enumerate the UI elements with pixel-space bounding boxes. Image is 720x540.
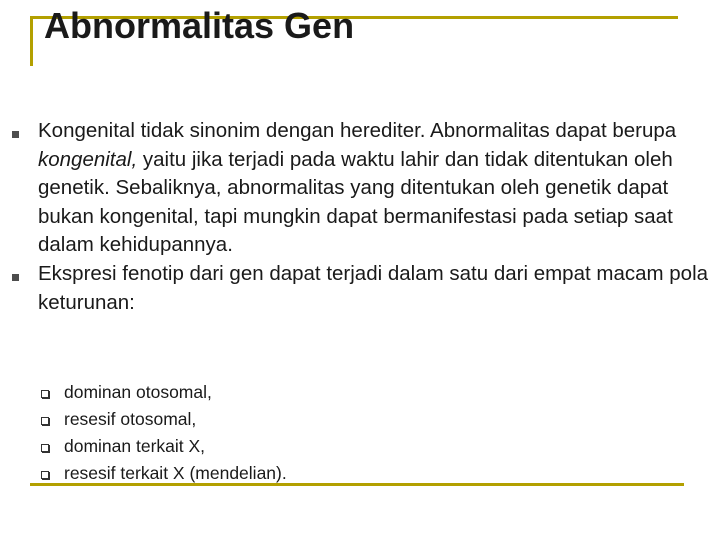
subbullet-text: dominan terkait X, <box>64 436 206 456</box>
hollow-square-bullet-icon <box>41 471 49 479</box>
bullet-text: Ekspresi fenotip dari gen dapat terjadi dalam satu dari empat macam pola keturunan: <box>38 261 709 314</box>
slide-title: Abnormalitas Gen <box>44 5 355 46</box>
bullet-text <box>38 117 718 260</box>
subbullet-text: dominan otosomal, <box>64 382 212 402</box>
subbullet-item <box>0 379 720 406</box>
hollow-square-bullet-icon <box>41 390 49 398</box>
subbullet-text: resesif terkait X (mendelian). <box>64 463 287 483</box>
bottom-rule <box>30 483 684 486</box>
square-bullet-icon <box>12 274 19 281</box>
subbullet-item <box>0 406 720 433</box>
subbullet-list <box>0 379 720 487</box>
hollow-square-bullet-icon <box>41 444 49 452</box>
bullet-item-congenital <box>0 117 718 260</box>
subbullet-text: resesif otosomal, <box>64 409 197 429</box>
bullet-text-italic: kongenital, <box>38 147 138 171</box>
hollow-square-bullet-icon <box>41 417 49 425</box>
bullet-item-expression <box>0 260 718 317</box>
bullet-text-part: yaitu jika terjadi pada waktu lahir dan tidak ditentukan oleh genetik. Sebaliknya, abnormalitas yang ditentukan oleh genetik dapat bukan kongenital, tapi mungkin dapat bermanifestasi pada setiap saat dalam kehidupannya. <box>38 147 673 257</box>
bullet-text-part: Kongenital tidak sinonim dengan herediter. Abnormalitas dapat berupa <box>38 119 677 142</box>
bullet-list <box>0 117 720 317</box>
title-left-rule <box>30 16 33 66</box>
subbullet-item <box>0 433 720 460</box>
square-bullet-icon <box>12 131 19 138</box>
